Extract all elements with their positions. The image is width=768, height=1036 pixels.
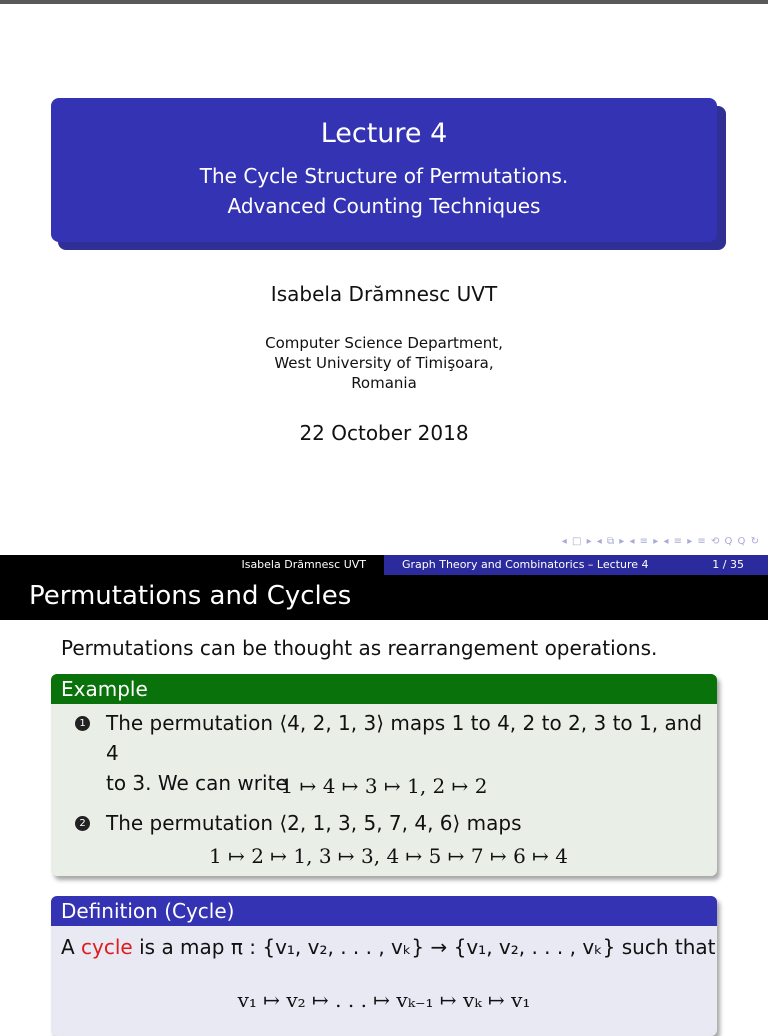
subtitle-line-1: The Cycle Structure of Permutations. — [199, 164, 569, 188]
definition-math: v₁ ↦ v₂ ↦ . . . ↦ vₖ₋₁ ↦ vₖ ↦ v₁ — [237, 988, 531, 1012]
lecture-date: 22 October 2018 — [299, 421, 469, 445]
affiliation — [0, 333, 768, 393]
affiliation-line-3: Romania — [351, 374, 417, 392]
example-item-2-math: 1 ↦ 2 ↦ 1, 3 ↦ 3, 4 ↦ 5 ↦ 7 ↦ 6 ↦ 4 — [209, 844, 568, 868]
definition-text-before: A — [61, 935, 82, 959]
footer-course-panel — [384, 555, 768, 575]
slide-footer — [0, 555, 768, 575]
enumerate-bullet-2: 2 — [75, 816, 90, 831]
definition-highlight: cycle — [81, 935, 133, 959]
affiliation-line-1: Computer Science Department, — [265, 334, 503, 352]
enumerate-bullet-1: 1 — [75, 716, 90, 731]
title-block — [51, 98, 717, 242]
example-header: Example — [51, 674, 717, 704]
example-item-1-math: 1 ↦ 4 ↦ 3 ↦ 1, 2 ↦ 2 — [280, 774, 488, 798]
example-item-1-line-2: to 3. We can write — [106, 771, 288, 795]
intro-text: Permutations can be thought as rearrangement operations. — [61, 636, 658, 660]
author-name: Isabela Drămnesc UVT — [270, 282, 498, 306]
footer-author-panel — [0, 555, 384, 575]
definition-text — [61, 932, 716, 962]
footer-page-number: 1 / 35 — [712, 558, 744, 571]
frame-title: Permutations and Cycles — [29, 581, 352, 611]
top-border — [0, 0, 768, 4]
lecture-title: Lecture 4 — [320, 118, 448, 149]
example-item-1-line-1: The permutation ⟨4, 2, 1, 3⟩ maps 1 to 4, 2 to 2, 3 to 1, and 4 — [106, 711, 703, 765]
frame-title-bar — [0, 575, 768, 620]
definition-header: Definition (Cycle) — [51, 896, 717, 926]
footer-course: Graph Theory and Combinatorics – Lecture 4 — [402, 558, 649, 571]
example-item-2: The permutation ⟨2, 1, 3, 5, 7, 4, 6⟩ maps — [106, 811, 522, 835]
subtitle-line-2: Advanced Counting Techniques — [227, 194, 541, 218]
footer-author: Isabela Drămnesc UVT — [241, 558, 366, 571]
example-block — [51, 674, 717, 876]
affiliation-line-2: West University of Timişoara, — [274, 354, 494, 372]
definition-text-after: is a map π : {v₁, v₂, . . . , vₖ} → {v₁, v₂, . . . , vₖ} such that — [132, 935, 716, 959]
definition-block — [51, 896, 717, 1036]
lecture-subtitle — [51, 161, 717, 221]
beamer-navigation-icons[interactable]: ◂ □ ▸ ◂ ⧉ ▸ ◂ ≡ ▸ ◂ ≡ ▸ ≡ ⟲ Q Q ↻ — [561, 536, 760, 547]
